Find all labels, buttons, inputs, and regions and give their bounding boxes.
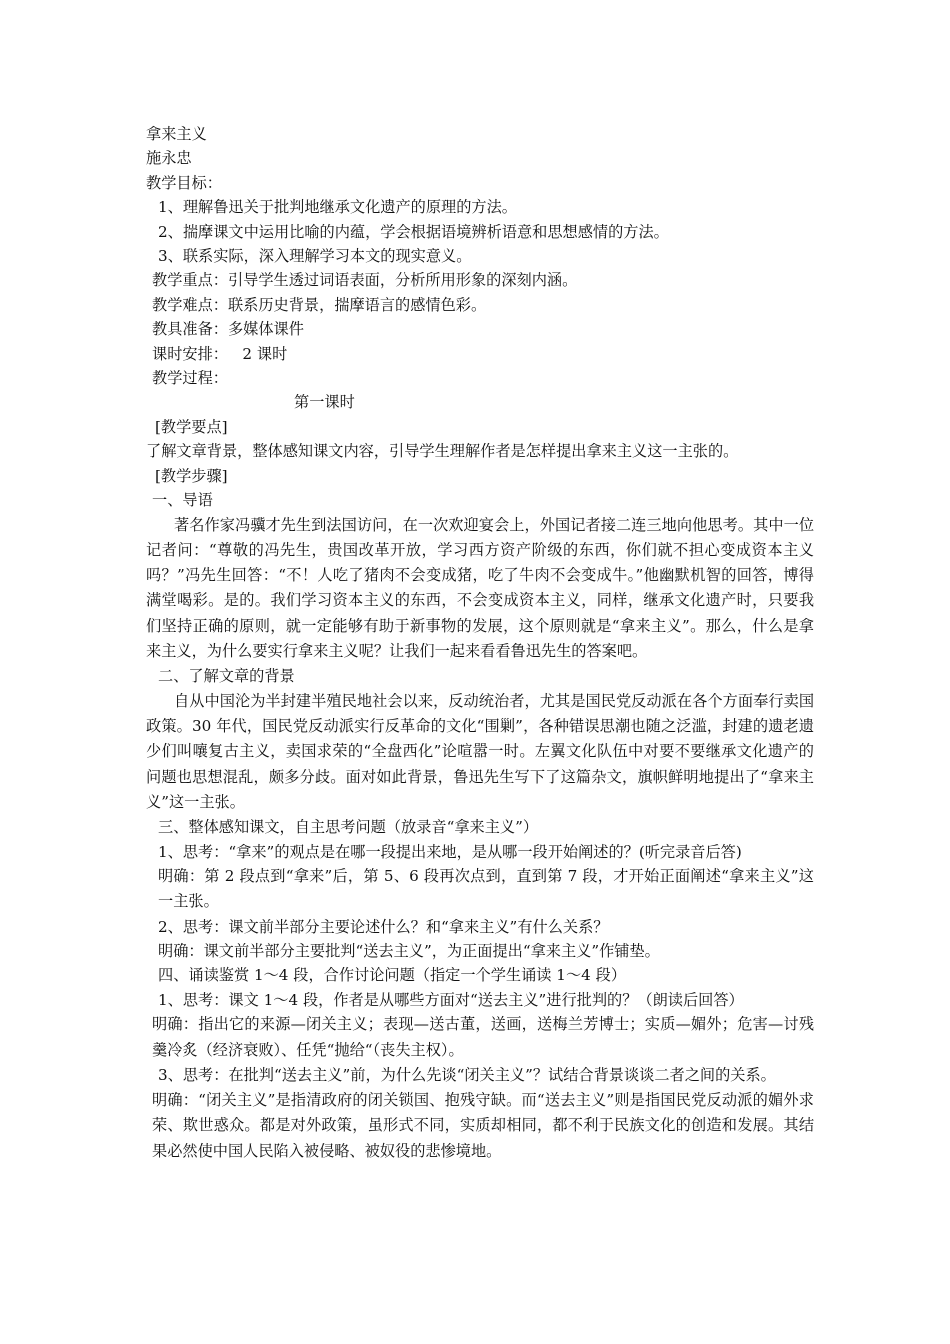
document-page	[146, 122, 814, 1164]
doc-author: 施永忠	[146, 149, 192, 168]
section-heading: 三、整体感知课文，自主思考问题（放录音“拿来主义”）	[158, 818, 539, 837]
steps-heading: [教学步骤]	[155, 466, 228, 485]
answer: 明确：“闭关主义”是指清政府的闭关锁国、抱残守缺。而“送去主义”则是指国民党反动派的媚外求荣、欺世惑众。都是对外政策，虽形式不同，实质却相同，都不利于民族文化的创造和发展。其结果必然使中国人民陷入被侵略、被奴役的悲惨境地。	[152, 1091, 814, 1160]
difficulties: 教学难点：联系历史背景，揣摩语言的感情色彩。	[152, 295, 487, 314]
objective-item: 2、揣摩课文中运用比喻的内蕴，学会根据语境辨析语意和思想感情的方法。	[158, 222, 669, 241]
process-heading: 教学过程：	[152, 369, 228, 388]
doc-title: 拿来主义	[146, 125, 207, 143]
question: 3、思考：在批判“送去主义”前，为什么先谈“闭关主义”？试结合背景谈谈二者之间的关系。	[158, 1065, 776, 1084]
question: 1、思考：“拿来”的观点是在哪一段提出来地，是从哪一段开始阐述的？(听完录音后答)	[158, 842, 742, 861]
intro-paragraph: 著名作家冯骥才先生到法国访问，在一次欢迎宴会上，外国记者接二连三地向他思考。其中一位记者问：“尊敬的冯先生，贵国改革开放，学习西方资产阶级的东西，你们就不担心变成资本主义吗？”冯先生回答：“不！人吃了猪肉不会变成猪，吃了牛肉不会变成牛。”他幽默机智的回答，博得满堂喝彩。是的。我们学习资本主义的东西，不会变成资本主义，同样，继承文化遗产时，只要我们坚持正确的原则，就一定能够有助于新事物的发展，这个原则就是“拿来主义”。那么，什么是拿来主义，为什么要实行拿来主义呢？让我们一起来看看鲁迅先生的答案吧。	[146, 515, 814, 660]
question: 2、思考：课文前半部分主要论述什么？和“拿来主义”有什么关系？	[158, 917, 609, 936]
teaching-tools: 教具准备：多媒体课件	[152, 320, 304, 339]
key-text: 了解文章背景，整体感知课文内容，引导学生理解作者是怎样提出拿来主义这一主张的。	[146, 442, 739, 461]
section-heading: 二、了解文章的背景	[158, 667, 295, 686]
lesson-title: 第一课时	[294, 393, 355, 412]
key-heading: [教学要点]	[155, 417, 228, 436]
objective-item: 1、理解鲁迅关于批判地继承文化遗产的原理的方法。	[158, 198, 517, 217]
objectives-heading: 教学目标：	[146, 173, 222, 192]
background-paragraph: 自从中国沦为半封建半殖民地社会以来，反动统治者，尤其是国民党反动派在各个方面奉行卖国政策。30 年代，国民党反动派实行反革命的文化“围剿”，各种错误思潮也随之泛滥，封建的遗老遗少们叫嚷复古主义，卖国求荣的“全盘西化”论喧嚣一时。左翼文化队伍中对要不要继承文化遗产的问题也思想混乱，颇多分歧。面对如此背景，鲁迅先生写下了这篇杂文，旗帜鲜明地提出了“拿来主义”这一主张。	[146, 691, 814, 811]
answer: 明确：课文前半部分主要批判“送去主义”，为正面提出“拿来主义”作铺垫。	[158, 941, 660, 960]
key-points: 教学重点：引导学生透过词语表面，分析所用形象的深刻内涵。	[152, 271, 578, 290]
answer: 明确：第 2 段点到“拿来”后，第 5、6 段再次点到，直到第 7 段，才开始正面阐述“拿来主义”这一主张。	[158, 866, 814, 911]
schedule: 课时安排： 2 课时	[152, 344, 288, 363]
objective-item: 3、联系实际，深入理解学习本文的现实意义。	[158, 247, 472, 266]
section-heading: 四、诵读鉴赏 1～4 段，合作讨论问题（指定一个学生诵读 1～4 段）	[158, 966, 627, 985]
question: 1、思考：课文 1～4 段，作者是从哪些方面对“送去主义”进行批判的？（朗读后回答）	[158, 990, 744, 1009]
answer: 明确：指出它的来源—闭关主义；表现—送古董，送画，送梅兰芳博士；实质—媚外；危害—讨残羹冷炙（经济衰败）、任凭“抛给“（丧失主权）。	[152, 1015, 814, 1059]
section-heading: 一、导语	[152, 491, 213, 510]
